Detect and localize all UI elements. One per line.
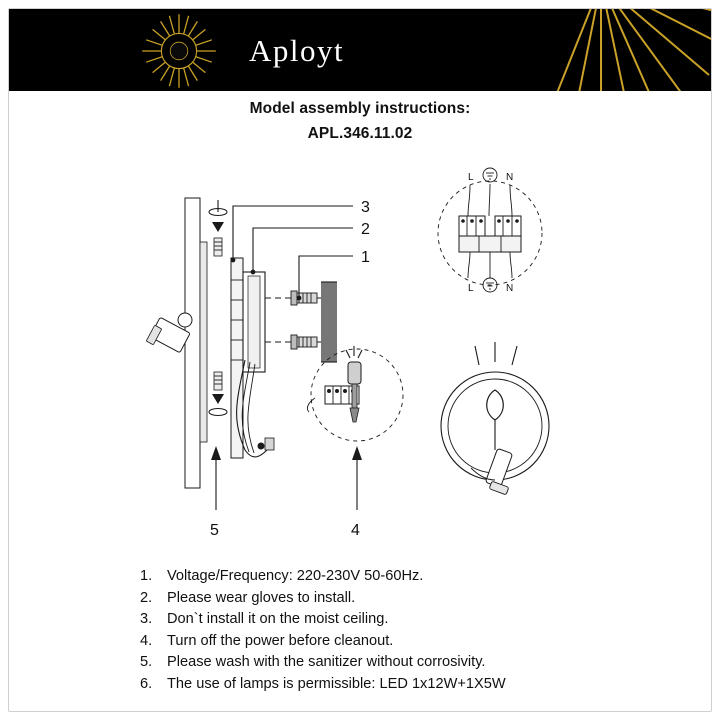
note-text: Please wash with the sanitizer without corrosivity.	[167, 654, 486, 670]
note-number: 6.	[140, 675, 153, 692]
note-item	[140, 654, 610, 670]
callout-5-label: 5	[210, 522, 219, 539]
note-number: 1.	[140, 568, 153, 584]
finished-product-illustration	[441, 342, 549, 495]
ground-symbol-top	[483, 168, 497, 182]
wiring-label-L-top: L	[468, 172, 474, 183]
wiring-label-N-top: N	[506, 172, 514, 183]
callout-2-label: 2	[361, 221, 370, 238]
note-item	[140, 676, 610, 692]
wiring-diagram-detail	[438, 168, 542, 294]
screwdriver-icon	[346, 346, 362, 422]
header-banner	[9, 9, 711, 91]
wall-bracket-illustration	[146, 198, 337, 488]
note-number: 4.	[140, 632, 153, 649]
note-text: The use of lamps is permissible: LED 1x12W+1X5W	[167, 675, 506, 692]
note-text: Voltage/Frequency: 220-230V 50-60Hz.	[167, 568, 424, 584]
note-number: 2.	[140, 589, 153, 606]
note-text: Turn off the power before cleanout.	[167, 632, 394, 649]
note-text: Please wear gloves to install.	[167, 589, 356, 606]
wall-screw-upper	[265, 291, 321, 305]
note-item	[140, 633, 610, 649]
note-item	[140, 611, 610, 627]
callout-1-label: 1	[361, 249, 370, 266]
instruction-notes-list	[140, 568, 610, 697]
sunburst-rays-icon	[541, 9, 711, 91]
brand-wordmark: Aployt	[249, 33, 345, 68]
wiring-label-N-bottom: N	[506, 283, 514, 294]
sunburst-medallion-icon	[139, 11, 219, 91]
wall-screw-lower	[265, 335, 321, 349]
callout-3-label: 3	[361, 199, 370, 216]
note-number: 5.	[140, 654, 153, 670]
callout-4-label: 4	[351, 522, 360, 539]
fastener-stack-bottom	[209, 372, 227, 416]
title-instructions: Model assembly instructions:	[249, 100, 471, 117]
fastener-stack-top	[209, 200, 227, 256]
note-number: 3.	[140, 611, 153, 627]
cable-connector	[258, 438, 275, 450]
assembly-diagram	[9, 150, 711, 550]
note-text: Don`t install it on the moist ceiling.	[167, 611, 389, 627]
wiring-label-L-bottom: L	[468, 283, 474, 294]
note-item	[140, 568, 610, 584]
note-item	[140, 590, 610, 606]
title-model-code: APL.346.11.02	[307, 125, 413, 142]
page-title	[0, 100, 720, 143]
